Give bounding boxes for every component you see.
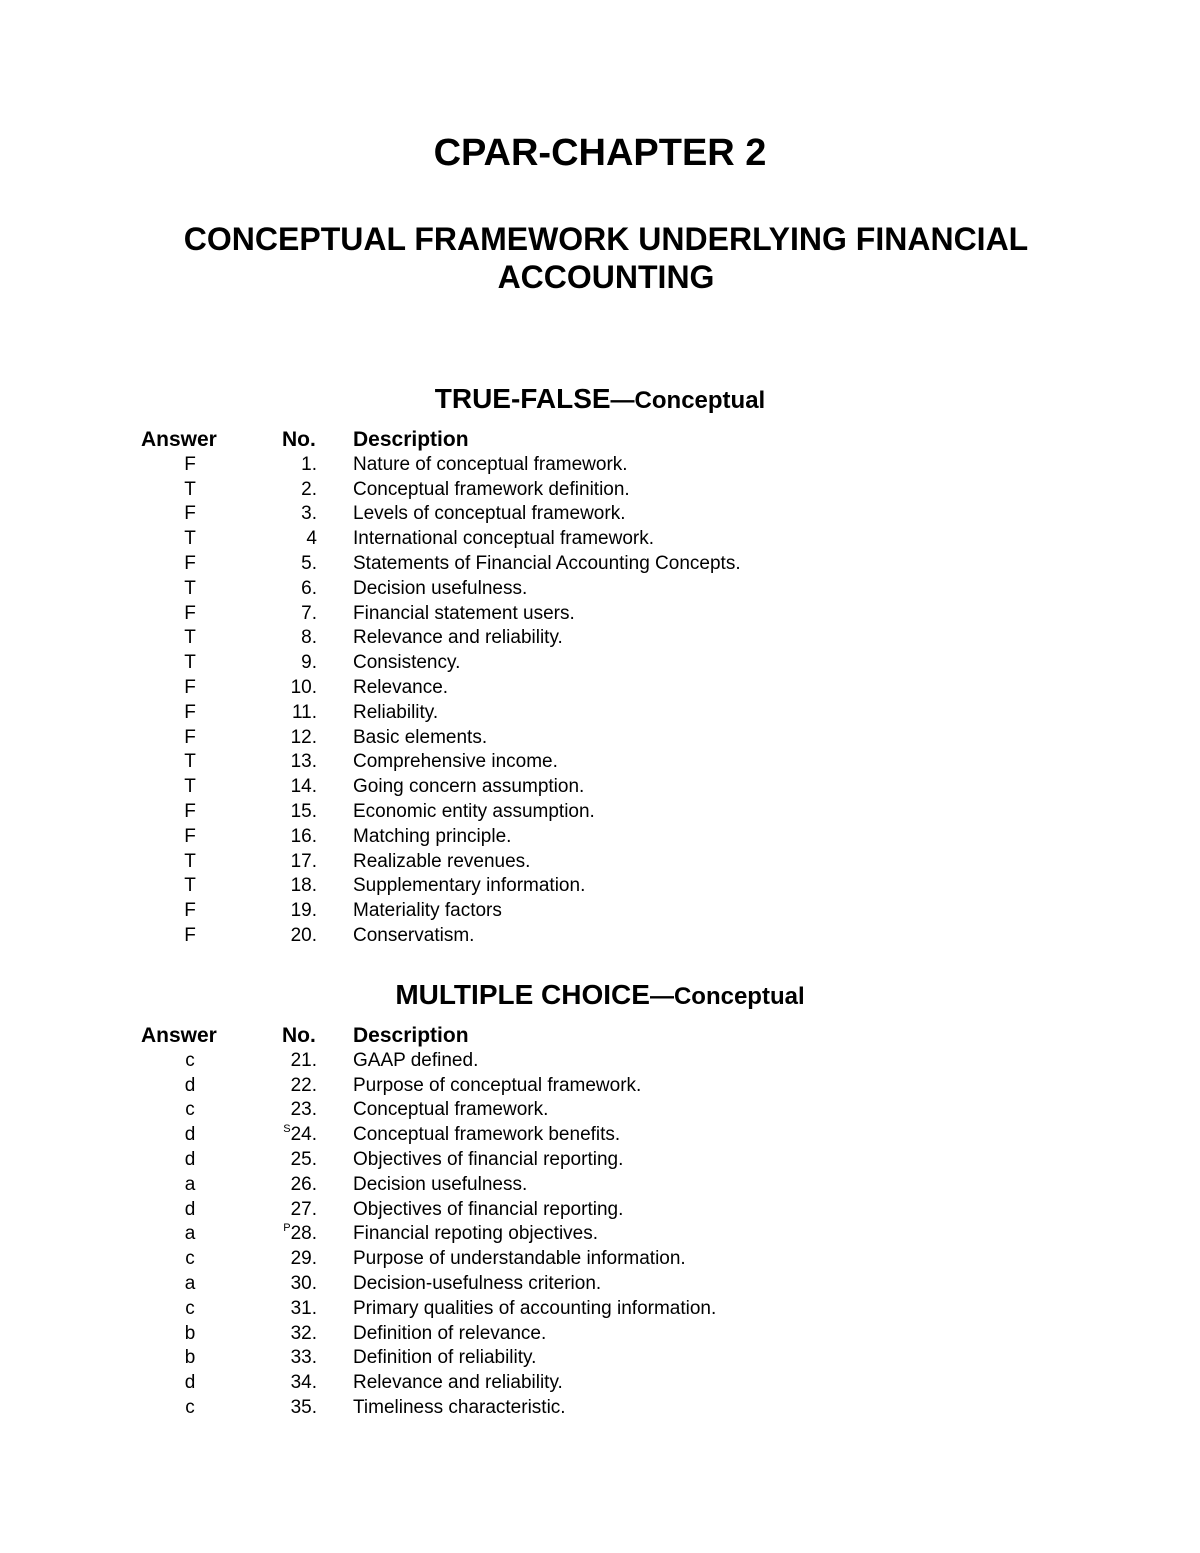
number-text: 23.	[290, 1099, 317, 1121]
number-text: 3.	[301, 503, 317, 525]
number-text: 13.	[290, 751, 317, 773]
answer-cell: d	[184, 1372, 196, 1394]
number-text: 7.	[301, 602, 317, 624]
answer-cell: b	[184, 1347, 196, 1369]
table-row	[0, 676, 1200, 701]
number-text: 24.	[290, 1124, 317, 1146]
number-cell	[240, 1346, 317, 1371]
number-cell	[240, 1049, 317, 1074]
description-cell: Timeliness characteristic.	[353, 1396, 566, 1418]
description-cell: Going concern assumption.	[353, 776, 585, 798]
table-row	[0, 1322, 1200, 1347]
section-heading-main: TRUE-FALSE	[434, 383, 611, 414]
description-cell: Objectives of financial reporting.	[353, 1198, 624, 1220]
number-text: 34.	[290, 1372, 317, 1394]
table-header-row	[0, 428, 1200, 453]
answer-cell: a	[184, 1272, 196, 1294]
answer-cell: T	[184, 627, 196, 649]
table-row	[0, 1396, 1200, 1421]
answer-cell: T	[184, 776, 196, 798]
section-heading-sub: —Conceptual	[649, 983, 805, 1010]
table-row	[0, 850, 1200, 875]
answer-cell: F	[184, 825, 196, 847]
table-row	[0, 1123, 1200, 1148]
number-text: 8.	[301, 627, 317, 649]
number-cell	[240, 602, 317, 627]
number-cell	[240, 1074, 317, 1099]
number-cell	[240, 1222, 317, 1247]
description-cell: Consistency.	[353, 652, 461, 674]
number-cell	[240, 502, 317, 527]
description-cell: Definition of relevance.	[353, 1322, 547, 1344]
table-row	[0, 800, 1200, 825]
number-cell	[240, 1247, 317, 1272]
answer-cell: b	[184, 1322, 196, 1344]
number-cell	[240, 800, 317, 825]
number-cell	[240, 1123, 317, 1148]
number-text: 30.	[290, 1272, 317, 1294]
answer-column-header: Answer	[141, 1024, 217, 1047]
answer-cell: c	[185, 1099, 195, 1121]
description-cell: Comprehensive income.	[353, 751, 558, 773]
multiple-choice-heading	[0, 978, 1200, 1018]
answer-cell: a	[184, 1173, 196, 1195]
number-cell	[240, 1098, 317, 1123]
table-row	[0, 552, 1200, 577]
description-cell: Basic elements.	[353, 726, 488, 748]
table-row	[0, 1148, 1200, 1173]
table-row	[0, 899, 1200, 924]
description-cell: Conservatism.	[353, 924, 475, 946]
answer-cell: c	[185, 1049, 195, 1071]
number-text: 19.	[290, 900, 317, 922]
number-text: 28.	[290, 1223, 317, 1245]
number-text: 11.	[291, 701, 317, 723]
number-text: 26.	[290, 1173, 317, 1195]
table-row	[0, 478, 1200, 503]
description-cell: Economic entity assumption.	[353, 800, 595, 822]
table-row	[0, 502, 1200, 527]
number-cell	[240, 1396, 317, 1421]
answer-cell: c	[185, 1297, 195, 1319]
table-row	[0, 527, 1200, 552]
table-header-row	[0, 1024, 1200, 1049]
number-cell	[240, 453, 317, 478]
answer-cell: T	[184, 528, 196, 550]
table-row	[0, 726, 1200, 751]
number-text: 9.	[301, 652, 317, 674]
number-text: 4	[306, 528, 317, 550]
answer-cell: F	[184, 602, 196, 624]
description-cell: Relevance and reliability.	[353, 627, 563, 649]
question-marker: S	[283, 1123, 291, 1136]
table-row	[0, 1272, 1200, 1297]
answer-cell: F	[184, 453, 196, 475]
answer-cell: F	[184, 900, 196, 922]
number-column-header: No.	[282, 428, 316, 451]
number-text: 1.	[301, 453, 317, 475]
question-marker: P	[283, 1222, 291, 1235]
answer-cell: d	[184, 1074, 196, 1096]
page-title: CPAR-CHAPTER 2	[433, 132, 767, 174]
number-cell	[240, 1371, 317, 1396]
number-text: 16.	[290, 825, 317, 847]
table-row	[0, 750, 1200, 775]
number-cell	[240, 1322, 317, 1347]
table-row	[0, 1173, 1200, 1198]
subtitle-line-2: ACCOUNTING	[497, 259, 715, 295]
number-cell	[240, 750, 317, 775]
number-cell	[240, 1173, 317, 1198]
number-text: 31.	[290, 1297, 317, 1319]
table-row	[0, 825, 1200, 850]
number-cell	[240, 577, 317, 602]
number-cell	[240, 825, 317, 850]
description-cell: Conceptual framework definition.	[353, 478, 630, 500]
number-text: 17.	[290, 850, 317, 872]
number-cell	[240, 1272, 317, 1297]
number-text: 2.	[301, 478, 317, 500]
number-text: 20.	[290, 924, 317, 946]
answer-cell: F	[184, 503, 196, 525]
answer-cell: d	[184, 1198, 196, 1220]
number-cell	[240, 651, 317, 676]
answer-cell: F	[184, 552, 196, 574]
table-row	[0, 651, 1200, 676]
multiple-choice-table	[0, 1024, 1200, 1421]
table-row	[0, 1049, 1200, 1074]
section-heading-main: MULTIPLE CHOICE	[395, 979, 650, 1010]
answer-column-header: Answer	[141, 428, 217, 451]
subtitle-line-1: CONCEPTUAL FRAMEWORK UNDERLYING FINANCIAL	[183, 221, 1029, 257]
number-cell	[240, 1297, 317, 1322]
description-cell: Purpose of conceptual framework.	[353, 1074, 642, 1096]
page-subtitle	[0, 220, 1200, 296]
table-row	[0, 1346, 1200, 1371]
description-cell: Financial repoting objectives.	[353, 1223, 599, 1245]
description-cell: Matching principle.	[353, 825, 512, 847]
answer-cell: T	[184, 751, 196, 773]
description-cell: Supplementary information.	[353, 875, 586, 897]
description-cell: Decision usefulness.	[353, 1173, 528, 1195]
description-cell: Purpose of understandable information.	[353, 1248, 686, 1270]
number-cell	[240, 701, 317, 726]
description-cell: Decision-usefulness criterion.	[353, 1272, 602, 1294]
table-row	[0, 1198, 1200, 1223]
table-row	[0, 1074, 1200, 1099]
answer-cell: T	[184, 652, 196, 674]
true-false-table	[0, 428, 1200, 949]
description-cell: Relevance and reliability.	[353, 1372, 563, 1394]
number-cell	[240, 899, 317, 924]
number-cell	[240, 924, 317, 949]
description-cell: Conceptual framework.	[353, 1099, 549, 1121]
description-cell: Levels of conceptual framework.	[353, 503, 626, 525]
description-cell: Materiality factors	[353, 900, 502, 922]
description-cell: Nature of conceptual framework.	[353, 453, 628, 475]
number-cell	[240, 726, 317, 751]
table-row	[0, 626, 1200, 651]
answer-cell: d	[184, 1148, 196, 1170]
answer-cell: T	[184, 478, 196, 500]
number-cell	[240, 676, 317, 701]
description-column-header: Description	[353, 1024, 469, 1047]
table-row	[0, 924, 1200, 949]
number-cell	[240, 478, 317, 503]
number-text: 6.	[301, 577, 317, 599]
number-text: 21.	[290, 1049, 317, 1071]
number-cell	[240, 1148, 317, 1173]
number-text: 35.	[290, 1396, 317, 1418]
answer-cell: F	[184, 800, 196, 822]
answer-cell: T	[184, 577, 196, 599]
description-cell: Objectives of financial reporting.	[353, 1148, 624, 1170]
description-cell: Definition of reliability.	[353, 1347, 537, 1369]
number-cell	[240, 552, 317, 577]
multiple-choice-section	[0, 978, 1200, 1418]
description-cell: Relevance.	[353, 676, 449, 698]
table-row	[0, 1222, 1200, 1247]
number-cell	[240, 626, 317, 651]
number-text: 27.	[290, 1198, 317, 1220]
number-cell	[240, 1198, 317, 1223]
number-text: 12.	[290, 726, 317, 748]
answer-cell: F	[184, 701, 196, 723]
number-text: 29.	[290, 1248, 317, 1270]
answer-cell: d	[184, 1124, 196, 1146]
table-row	[0, 1098, 1200, 1123]
description-cell: Reliability.	[353, 701, 439, 723]
number-column-header: No.	[282, 1024, 316, 1047]
description-cell: Decision usefulness.	[353, 577, 528, 599]
table-row	[0, 775, 1200, 800]
table-row	[0, 1297, 1200, 1322]
number-text: 25.	[290, 1148, 317, 1170]
true-false-heading	[0, 382, 1200, 422]
number-text: 32.	[290, 1322, 317, 1344]
answer-cell: T	[184, 850, 196, 872]
description-column-header: Description	[353, 428, 469, 451]
number-text: 10.	[290, 676, 317, 698]
description-cell: GAAP defined.	[353, 1049, 479, 1071]
number-text: 5.	[301, 552, 317, 574]
answer-cell: c	[185, 1396, 195, 1418]
number-cell	[240, 874, 317, 899]
description-cell: Primary qualities of accounting information.	[353, 1297, 717, 1319]
description-cell: Financial statement users.	[353, 602, 575, 624]
number-text: 22.	[290, 1074, 317, 1096]
number-text: 18.	[290, 875, 317, 897]
number-cell	[240, 527, 317, 552]
table-row	[0, 1247, 1200, 1272]
number-text: 15.	[290, 800, 317, 822]
number-text: 14.	[290, 776, 317, 798]
number-text: 33.	[290, 1347, 317, 1369]
table-row	[0, 701, 1200, 726]
number-cell	[240, 850, 317, 875]
description-cell: Realizable revenues.	[353, 850, 531, 872]
answer-cell: F	[184, 726, 196, 748]
table-row	[0, 1371, 1200, 1396]
table-row	[0, 874, 1200, 899]
number-cell	[240, 775, 317, 800]
answer-cell: T	[184, 875, 196, 897]
true-false-section	[0, 382, 1200, 946]
table-row	[0, 577, 1200, 602]
answer-cell: a	[184, 1223, 196, 1245]
answer-cell: F	[184, 924, 196, 946]
description-cell: Conceptual framework benefits.	[353, 1124, 621, 1146]
table-row	[0, 602, 1200, 627]
answer-cell: c	[185, 1248, 195, 1270]
description-cell: Statements of Financial Accounting Concepts.	[353, 552, 741, 574]
description-cell: International conceptual framework.	[353, 528, 654, 550]
table-row	[0, 453, 1200, 478]
section-heading-sub: —Conceptual	[610, 387, 766, 414]
answer-cell: F	[184, 676, 196, 698]
